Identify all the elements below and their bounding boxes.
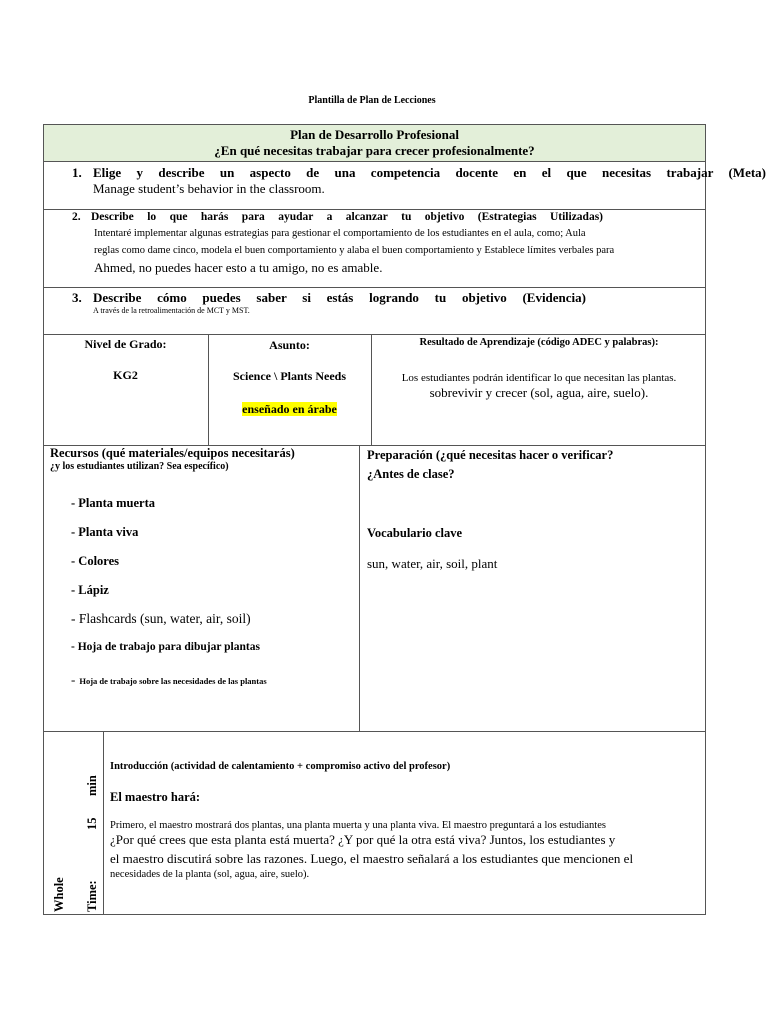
section-2-number: 2. bbox=[72, 211, 81, 223]
resources-cell bbox=[50, 446, 358, 472]
minutes-unit: min bbox=[85, 775, 99, 796]
outcome-cell bbox=[372, 336, 706, 401]
section-3-prompt bbox=[72, 290, 706, 306]
section-3 bbox=[72, 290, 706, 315]
divider bbox=[359, 445, 360, 731]
time-label: Time: bbox=[85, 880, 99, 912]
subject-value: Science \ Plants Needs bbox=[233, 369, 346, 383]
intro-cell bbox=[110, 761, 730, 880]
resources-title: Recursos (qué materiales/equipos necesitarás) bbox=[50, 446, 295, 460]
divider bbox=[43, 287, 706, 288]
resource-item-last bbox=[71, 671, 267, 689]
section-1-prompt-text: Elige y describe un aspecto de una competencia docente en el que necesitas trabajar (Meta) bbox=[93, 165, 766, 180]
section-3-answer: A través de la retroalimentación de MCT y MST. bbox=[93, 306, 250, 315]
resource-item: - Planta viva bbox=[71, 525, 139, 539]
intro-line2: ¿Por qué crees que esta planta está muerta? ¿Y por qué la otra está viva? Juntos, los estudiantes y bbox=[110, 832, 616, 847]
whole-label: Whole bbox=[52, 877, 66, 912]
section-2-prompt-text: Describe lo que harás para ayudar a alcanzar tu objetivo (Estrategias Utilizadas) bbox=[91, 211, 603, 223]
resource-item: Hoja de trabajo sobre las necesidades de las plantas bbox=[79, 676, 267, 686]
section-1-prompt bbox=[72, 164, 766, 181]
subject-cell bbox=[208, 336, 371, 418]
intro-title: Introducción (actividad de calentamiento + compromiso activo del profesor) bbox=[110, 761, 451, 772]
subject-label: Asunto: bbox=[269, 338, 310, 352]
outcome-line1: Los estudiantes podrán identificar lo que necesitan las plantas. bbox=[401, 372, 677, 384]
minutes-value: 15 bbox=[85, 817, 99, 830]
vocab-words: sun, water, air, soil, plant bbox=[367, 556, 498, 571]
intro-line4: necesidades de la planta (sol, agua, aire, suelo). bbox=[110, 869, 310, 880]
section-2 bbox=[72, 210, 706, 276]
section-2-prompt bbox=[72, 210, 706, 225]
grade-cell bbox=[43, 336, 208, 383]
resource-item: - Planta muerta bbox=[71, 496, 156, 510]
grade-label: Nivel de Grado: bbox=[84, 337, 167, 351]
intro-line1: Primero, el maestro mostrará dos plantas, una planta muerta y una planta viva. El maestro preguntará a los estudiantes bbox=[110, 820, 606, 831]
grade-value: KG2 bbox=[113, 368, 138, 382]
section-2-answer-line2: reglas como dame cinco, modela el buen comportamiento y alaba el buen comportamiento y Establece límites verbales para bbox=[94, 245, 615, 256]
header-band bbox=[43, 124, 706, 162]
section-3-number: 3. bbox=[72, 290, 82, 305]
subject-note-wrap bbox=[208, 400, 371, 418]
section-1 bbox=[72, 164, 766, 197]
resource-item: - Hoja de trabajo para dibujar plantas bbox=[71, 641, 260, 653]
outcome-line2: sobrevivir y crecer (sol, agua, aire, suelo). bbox=[429, 385, 649, 400]
preparation-cell bbox=[367, 446, 705, 572]
section-2-answer-line1: Intentaré implementar algunas estrategias para gestionar el comportamiento de los estudiantes en el aula, como; Aula bbox=[94, 228, 586, 239]
section-1-number: 1. bbox=[72, 165, 82, 180]
divider bbox=[43, 334, 706, 335]
vocab-title: Vocabulario clave bbox=[367, 526, 463, 540]
intro-line3: el maestro discutirá sobre las razones. Luego, el maestro señalará a los estudiantes que mencionen el bbox=[110, 851, 634, 866]
document-title: Plantilla de Plan de Lecciones bbox=[308, 95, 436, 106]
resources-subtitle: ¿y los estudiantes utilizan? Sea específico) bbox=[50, 461, 229, 472]
resource-item: - Lápiz bbox=[71, 583, 109, 597]
divider bbox=[43, 731, 706, 732]
resource-item: - Flashcards (sun, water, air, soil) bbox=[71, 611, 251, 626]
divider bbox=[103, 731, 104, 915]
resource-item: - Colores bbox=[71, 554, 120, 568]
header-question: ¿En qué necesitas trabajar para crecer profesionalmente? bbox=[214, 143, 535, 158]
preparation-title-line2: ¿Antes de clase? bbox=[367, 467, 455, 481]
section-3-prompt-text: Describe cómo puedes saber si estás logrando tu objetivo (Evidencia) bbox=[93, 290, 586, 305]
header-title: Plan de Desarrollo Profesional bbox=[290, 127, 459, 142]
preparation-title-line1: Preparación (¿qué necesitas hacer o verificar? bbox=[367, 448, 614, 462]
section-1-answer: Manage student’s behavior in the classroom. bbox=[93, 181, 325, 196]
subject-note: enseñado en árabe bbox=[242, 402, 337, 416]
teacher-will: El maestro hará: bbox=[110, 790, 201, 804]
section-2-answer-line3: Ahmed, no puedes hacer esto a tu amigo, no es amable. bbox=[94, 260, 383, 275]
resource-dash: - bbox=[71, 672, 76, 687]
outcome-label: Resultado de Aprendizaje (código ADEC y palabras): bbox=[419, 337, 659, 348]
